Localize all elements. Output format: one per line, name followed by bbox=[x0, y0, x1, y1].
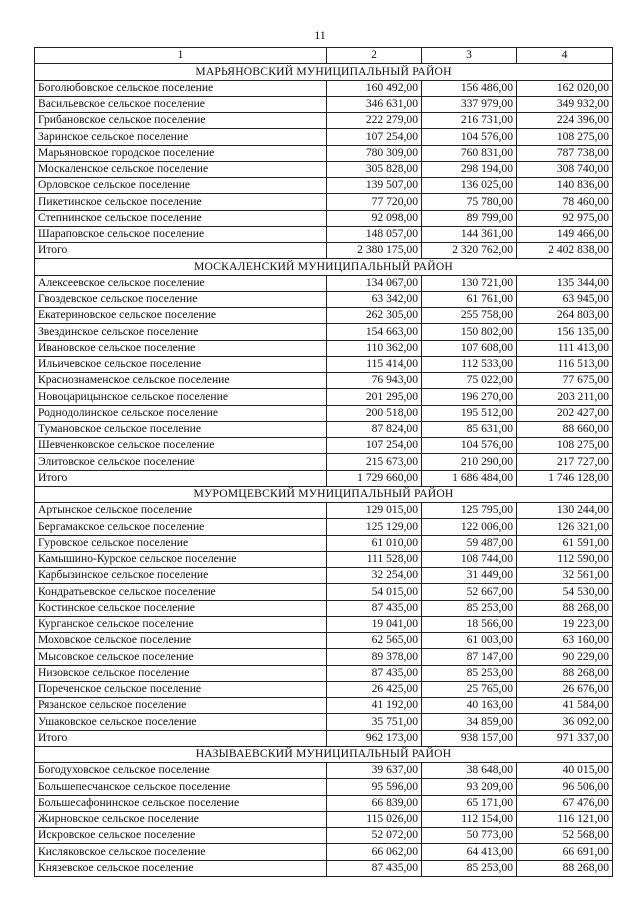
settlement-name-cell: Гуровское сельское поселение bbox=[35, 535, 327, 551]
settlement-name-cell: Орловское сельское поселение bbox=[35, 178, 327, 194]
settlement-name-cell: Камышино-Курское сельское поселение bbox=[35, 551, 327, 567]
value-col2-cell: 962 173,00 bbox=[327, 730, 422, 746]
value-col2-cell: 19 041,00 bbox=[327, 616, 422, 632]
value-col2-cell: 62 565,00 bbox=[327, 633, 422, 649]
value-col4-cell: 971 337,00 bbox=[517, 730, 613, 746]
value-col2-cell: 35 751,00 bbox=[327, 714, 422, 730]
value-col4-cell: 149 466,00 bbox=[517, 226, 613, 242]
settlement-name-cell: Алексеевское сельское поселение bbox=[35, 275, 327, 291]
value-col2-cell: 2 380 175,00 bbox=[327, 243, 422, 259]
value-col2-cell: 107 254,00 bbox=[327, 438, 422, 454]
settlement-name-cell: Артынское сельское поселение bbox=[35, 503, 327, 519]
value-col3-cell: 107 608,00 bbox=[422, 340, 517, 356]
value-col2-cell: 125 129,00 bbox=[327, 519, 422, 535]
value-col4-cell: 1 746 128,00 bbox=[517, 470, 613, 486]
district-header-row bbox=[35, 259, 613, 275]
value-col3-cell: 50 773,00 bbox=[422, 828, 517, 844]
settlement-name-cell: Карбызинское сельское поселение bbox=[35, 568, 327, 584]
table-row bbox=[35, 210, 613, 226]
value-col4-cell: 308 740,00 bbox=[517, 161, 613, 177]
value-col4-cell: 130 244,00 bbox=[517, 503, 613, 519]
settlement-name-cell: Степнинское сельское поселение bbox=[35, 210, 327, 226]
value-col3-cell: 104 576,00 bbox=[422, 438, 517, 454]
value-col3-cell: 85 253,00 bbox=[422, 860, 517, 876]
total-label: Итого bbox=[35, 243, 327, 259]
settlement-name-cell: Кисляковское сельское поселение bbox=[35, 844, 327, 860]
settlement-name-cell: Низовское сельское поселение bbox=[35, 665, 327, 681]
value-col2-cell: 32 254,00 bbox=[327, 568, 422, 584]
value-col3-cell: 87 147,00 bbox=[422, 649, 517, 665]
value-col3-cell: 150 802,00 bbox=[422, 324, 517, 340]
value-col4-cell: 32 561,00 bbox=[517, 568, 613, 584]
value-col2-cell: 39 637,00 bbox=[327, 763, 422, 779]
district-header-row bbox=[35, 486, 613, 502]
value-col4-cell: 96 506,00 bbox=[517, 779, 613, 795]
value-col2-cell: 26 425,00 bbox=[327, 681, 422, 697]
value-col3-cell: 216 731,00 bbox=[422, 113, 517, 129]
table-row bbox=[35, 633, 613, 649]
district-header-row bbox=[35, 64, 613, 80]
value-col3-cell: 85 253,00 bbox=[422, 600, 517, 616]
table-row bbox=[35, 80, 613, 96]
settlement-name-cell: Курганское сельское поселение bbox=[35, 616, 327, 632]
value-col2-cell: 115 026,00 bbox=[327, 811, 422, 827]
table-row bbox=[35, 763, 613, 779]
value-col2-cell: 89 378,00 bbox=[327, 649, 422, 665]
value-col2-cell: 200 518,00 bbox=[327, 405, 422, 421]
value-col4-cell: 67 476,00 bbox=[517, 795, 613, 811]
value-col4-cell: 116 513,00 bbox=[517, 356, 613, 372]
value-col4-cell: 40 015,00 bbox=[517, 763, 613, 779]
value-col4-cell: 88 268,00 bbox=[517, 600, 613, 616]
total-label: Итого bbox=[35, 730, 327, 746]
value-col4-cell: 66 691,00 bbox=[517, 844, 613, 860]
value-col2-cell: 77 720,00 bbox=[327, 194, 422, 210]
value-col3-cell: 337 979,00 bbox=[422, 96, 517, 112]
value-col3-cell: 64 413,00 bbox=[422, 844, 517, 860]
settlement-name-cell: Бергамакское сельское поселение bbox=[35, 519, 327, 535]
value-col2-cell: 139 507,00 bbox=[327, 178, 422, 194]
value-col3-cell: 125 795,00 bbox=[422, 503, 517, 519]
settlement-name-cell: Москаленское сельское поселение bbox=[35, 161, 327, 177]
column-number: 2 bbox=[327, 48, 422, 64]
table-row bbox=[35, 844, 613, 860]
value-col3-cell: 108 744,00 bbox=[422, 551, 517, 567]
value-col3-cell: 195 512,00 bbox=[422, 405, 517, 421]
table-row bbox=[35, 681, 613, 697]
district-name: МУРОМЦЕВСКИЙ МУНИЦИПАЛЬНЫЙ РАЙОН bbox=[35, 486, 613, 502]
value-col4-cell: 77 675,00 bbox=[517, 373, 613, 389]
settlement-name-cell: Кондратьевское сельское поселение bbox=[35, 584, 327, 600]
value-col4-cell: 140 836,00 bbox=[517, 178, 613, 194]
value-col3-cell: 210 290,00 bbox=[422, 454, 517, 470]
column-number: 1 bbox=[35, 48, 327, 64]
value-col2-cell: 222 279,00 bbox=[327, 113, 422, 129]
value-col3-cell: 760 831,00 bbox=[422, 145, 517, 161]
value-col3-cell: 25 765,00 bbox=[422, 681, 517, 697]
table-row bbox=[35, 178, 613, 194]
value-col3-cell: 104 576,00 bbox=[422, 129, 517, 145]
value-col2-cell: 1 729 660,00 bbox=[327, 470, 422, 486]
value-col3-cell: 2 320 762,00 bbox=[422, 243, 517, 259]
settlement-name-cell: Гвоздевское сельское поселение bbox=[35, 291, 327, 307]
table-row bbox=[35, 551, 613, 567]
settlement-name-cell: Мысовское сельское поселение bbox=[35, 649, 327, 665]
value-col4-cell: 92 975,00 bbox=[517, 210, 613, 226]
value-col2-cell: 107 254,00 bbox=[327, 129, 422, 145]
value-col4-cell: 162 020,00 bbox=[517, 80, 613, 96]
value-col4-cell: 2 402 838,00 bbox=[517, 243, 613, 259]
value-col3-cell: 31 449,00 bbox=[422, 568, 517, 584]
district-header-row bbox=[35, 746, 613, 762]
settlement-name-cell: Грибановское сельское поселение bbox=[35, 113, 327, 129]
value-col3-cell: 196 270,00 bbox=[422, 389, 517, 405]
settlement-name-cell: Рязанское сельское поселение bbox=[35, 698, 327, 714]
value-col2-cell: 87 435,00 bbox=[327, 860, 422, 876]
settlement-name-cell: Ушаковское сельское поселение bbox=[35, 714, 327, 730]
value-col2-cell: 76 943,00 bbox=[327, 373, 422, 389]
table-row bbox=[35, 568, 613, 584]
table-row bbox=[35, 275, 613, 291]
district-name: МАРЬЯНОВСКИЙ МУНИЦИПАЛЬНЫЙ РАЙОН bbox=[35, 64, 613, 80]
settlement-name-cell: Роднодолинское сельское поселение bbox=[35, 405, 327, 421]
settlement-name-cell: Элитовское сельское поселение bbox=[35, 454, 327, 470]
value-col3-cell: 52 667,00 bbox=[422, 584, 517, 600]
settlement-name-cell: Звездинское сельское поселение bbox=[35, 324, 327, 340]
value-col4-cell: 90 229,00 bbox=[517, 649, 613, 665]
value-col2-cell: 129 015,00 bbox=[327, 503, 422, 519]
table-row bbox=[35, 600, 613, 616]
value-col2-cell: 66 062,00 bbox=[327, 844, 422, 860]
table-row bbox=[35, 96, 613, 112]
value-col4-cell: 156 135,00 bbox=[517, 324, 613, 340]
value-col4-cell: 52 568,00 bbox=[517, 828, 613, 844]
value-col2-cell: 215 673,00 bbox=[327, 454, 422, 470]
value-col2-cell: 134 067,00 bbox=[327, 275, 422, 291]
value-col2-cell: 95 596,00 bbox=[327, 779, 422, 795]
value-col4-cell: 111 413,00 bbox=[517, 340, 613, 356]
total-row bbox=[35, 470, 613, 486]
value-col3-cell: 65 171,00 bbox=[422, 795, 517, 811]
table-row bbox=[35, 714, 613, 730]
value-col3-cell: 59 487,00 bbox=[422, 535, 517, 551]
table-row bbox=[35, 145, 613, 161]
column-number: 3 bbox=[422, 48, 517, 64]
value-col4-cell: 202 427,00 bbox=[517, 405, 613, 421]
settlement-name-cell: Екатериновское сельское поселение bbox=[35, 308, 327, 324]
table-row bbox=[35, 161, 613, 177]
value-col2-cell: 87 435,00 bbox=[327, 600, 422, 616]
value-col4-cell: 787 738,00 bbox=[517, 145, 613, 161]
value-col2-cell: 346 631,00 bbox=[327, 96, 422, 112]
value-col3-cell: 136 025,00 bbox=[422, 178, 517, 194]
table-row bbox=[35, 113, 613, 129]
value-col3-cell: 144 361,00 bbox=[422, 226, 517, 242]
value-col3-cell: 1 686 484,00 bbox=[422, 470, 517, 486]
value-col3-cell: 75 022,00 bbox=[422, 373, 517, 389]
table-row bbox=[35, 779, 613, 795]
table-row bbox=[35, 291, 613, 307]
value-col4-cell: 88 268,00 bbox=[517, 860, 613, 876]
value-col2-cell: 63 342,00 bbox=[327, 291, 422, 307]
value-col4-cell: 78 460,00 bbox=[517, 194, 613, 210]
value-col2-cell: 201 295,00 bbox=[327, 389, 422, 405]
value-col2-cell: 148 057,00 bbox=[327, 226, 422, 242]
total-label: Итого bbox=[35, 470, 327, 486]
settlement-name-cell: Тумановское сельское поселение bbox=[35, 421, 327, 437]
table-row bbox=[35, 373, 613, 389]
table-row bbox=[35, 535, 613, 551]
value-col3-cell: 38 648,00 bbox=[422, 763, 517, 779]
table-row bbox=[35, 324, 613, 340]
table-row bbox=[35, 503, 613, 519]
table-row bbox=[35, 811, 613, 827]
value-col4-cell: 126 321,00 bbox=[517, 519, 613, 535]
value-col4-cell: 36 092,00 bbox=[517, 714, 613, 730]
table-row bbox=[35, 828, 613, 844]
table-row bbox=[35, 129, 613, 145]
table-row bbox=[35, 421, 613, 437]
value-col4-cell: 264 803,00 bbox=[517, 308, 613, 324]
value-col2-cell: 66 839,00 bbox=[327, 795, 422, 811]
settlement-name-cell: Костинское сельское поселение bbox=[35, 600, 327, 616]
value-col3-cell: 75 780,00 bbox=[422, 194, 517, 210]
value-col2-cell: 110 362,00 bbox=[327, 340, 422, 356]
value-col2-cell: 87 824,00 bbox=[327, 421, 422, 437]
settlement-name-cell: Пикетинское сельское поселение bbox=[35, 194, 327, 210]
settlement-name-cell: Заринское сельское поселение bbox=[35, 129, 327, 145]
table-row bbox=[35, 226, 613, 242]
value-col3-cell: 85 253,00 bbox=[422, 665, 517, 681]
settlement-name-cell: Большесафонинское сельское поселение bbox=[35, 795, 327, 811]
settlement-name-cell: Боголюбовское сельское поселение bbox=[35, 80, 327, 96]
settlement-name-cell: Шевченковское сельское поселение bbox=[35, 438, 327, 454]
value-col4-cell: 116 121,00 bbox=[517, 811, 613, 827]
value-col4-cell: 88 660,00 bbox=[517, 421, 613, 437]
table-row bbox=[35, 389, 613, 405]
value-col2-cell: 305 828,00 bbox=[327, 161, 422, 177]
table-row bbox=[35, 308, 613, 324]
table-row bbox=[35, 356, 613, 372]
value-col3-cell: 18 566,00 bbox=[422, 616, 517, 632]
value-col2-cell: 160 492,00 bbox=[327, 80, 422, 96]
value-col2-cell: 52 072,00 bbox=[327, 828, 422, 844]
district-name: МОСКАЛЕНСКИЙ МУНИЦИПАЛЬНЫЙ РАЙОН bbox=[35, 259, 613, 275]
budget-table-body bbox=[35, 48, 613, 877]
value-col3-cell: 130 721,00 bbox=[422, 275, 517, 291]
settlement-name-cell: Шараповское сельское поселение bbox=[35, 226, 327, 242]
table-row bbox=[35, 438, 613, 454]
settlement-name-cell: Жирновское сельское поселение bbox=[35, 811, 327, 827]
table-row bbox=[35, 649, 613, 665]
value-col3-cell: 112 533,00 bbox=[422, 356, 517, 372]
value-col2-cell: 87 435,00 bbox=[327, 665, 422, 681]
district-name: НАЗЫВАЕВСКИЙ МУНИЦИПАЛЬНЫЙ РАЙОН bbox=[35, 746, 613, 762]
value-col4-cell: 88 268,00 bbox=[517, 665, 613, 681]
table-row bbox=[35, 454, 613, 470]
table-row bbox=[35, 698, 613, 714]
value-col3-cell: 61 003,00 bbox=[422, 633, 517, 649]
value-col3-cell: 85 631,00 bbox=[422, 421, 517, 437]
value-col3-cell: 112 154,00 bbox=[422, 811, 517, 827]
value-col4-cell: 63 945,00 bbox=[517, 291, 613, 307]
table-row bbox=[35, 519, 613, 535]
settlement-name-cell: Богодуховское сельское поселение bbox=[35, 763, 327, 779]
value-col3-cell: 93 209,00 bbox=[422, 779, 517, 795]
value-col2-cell: 41 192,00 bbox=[327, 698, 422, 714]
value-col4-cell: 63 160,00 bbox=[517, 633, 613, 649]
settlement-name-cell: Искровское сельское поселение bbox=[35, 828, 327, 844]
value-col2-cell: 154 663,00 bbox=[327, 324, 422, 340]
value-col4-cell: 108 275,00 bbox=[517, 438, 613, 454]
value-col3-cell: 122 006,00 bbox=[422, 519, 517, 535]
table-row bbox=[35, 860, 613, 876]
value-col3-cell: 89 799,00 bbox=[422, 210, 517, 226]
settlement-name-cell: Ивановское сельское поселение bbox=[35, 340, 327, 356]
value-col2-cell: 111 528,00 bbox=[327, 551, 422, 567]
value-col2-cell: 54 015,00 bbox=[327, 584, 422, 600]
value-col4-cell: 112 590,00 bbox=[517, 551, 613, 567]
settlement-name-cell: Князевское сельское поселение bbox=[35, 860, 327, 876]
table-row bbox=[35, 665, 613, 681]
value-col3-cell: 40 163,00 bbox=[422, 698, 517, 714]
value-col4-cell: 108 275,00 bbox=[517, 129, 613, 145]
value-col4-cell: 54 530,00 bbox=[517, 584, 613, 600]
page-number: 11 bbox=[314, 28, 326, 42]
column-number: 4 bbox=[517, 48, 613, 64]
column-number-row bbox=[35, 48, 613, 64]
value-col3-cell: 938 157,00 bbox=[422, 730, 517, 746]
table-row bbox=[35, 584, 613, 600]
budget-table bbox=[34, 47, 613, 877]
settlement-name-cell: Ильичевское сельское поселение bbox=[35, 356, 327, 372]
settlement-name-cell: Марьяновское городское поселение bbox=[35, 145, 327, 161]
table-row bbox=[35, 340, 613, 356]
value-col4-cell: 217 727,00 bbox=[517, 454, 613, 470]
value-col2-cell: 61 010,00 bbox=[327, 535, 422, 551]
value-col2-cell: 92 098,00 bbox=[327, 210, 422, 226]
settlement-name-cell: Новоцарицынское сельское поселение bbox=[35, 389, 327, 405]
value-col4-cell: 26 676,00 bbox=[517, 681, 613, 697]
value-col2-cell: 780 309,00 bbox=[327, 145, 422, 161]
value-col4-cell: 19 223,00 bbox=[517, 616, 613, 632]
value-col3-cell: 255 758,00 bbox=[422, 308, 517, 324]
settlement-name-cell: Краснознаменское сельское поселение bbox=[35, 373, 327, 389]
settlement-name-cell: Большепесчанское сельское поселение bbox=[35, 779, 327, 795]
total-row bbox=[35, 243, 613, 259]
settlement-name-cell: Пореченское сельское поселение bbox=[35, 681, 327, 697]
value-col2-cell: 262 305,00 bbox=[327, 308, 422, 324]
value-col2-cell: 115 414,00 bbox=[327, 356, 422, 372]
value-col4-cell: 41 584,00 bbox=[517, 698, 613, 714]
total-row bbox=[35, 730, 613, 746]
value-col4-cell: 61 591,00 bbox=[517, 535, 613, 551]
table-row bbox=[35, 194, 613, 210]
value-col4-cell: 203 211,00 bbox=[517, 389, 613, 405]
value-col4-cell: 224 396,00 bbox=[517, 113, 613, 129]
value-col4-cell: 349 932,00 bbox=[517, 96, 613, 112]
table-row bbox=[35, 795, 613, 811]
value-col3-cell: 61 761,00 bbox=[422, 291, 517, 307]
value-col3-cell: 34 859,00 bbox=[422, 714, 517, 730]
table-row bbox=[35, 405, 613, 421]
value-col4-cell: 135 344,00 bbox=[517, 275, 613, 291]
settlement-name-cell: Моховское сельское поселение bbox=[35, 633, 327, 649]
settlement-name-cell: Васильевское сельское поселение bbox=[35, 96, 327, 112]
value-col3-cell: 156 486,00 bbox=[422, 80, 517, 96]
table-row bbox=[35, 616, 613, 632]
value-col3-cell: 298 194,00 bbox=[422, 161, 517, 177]
